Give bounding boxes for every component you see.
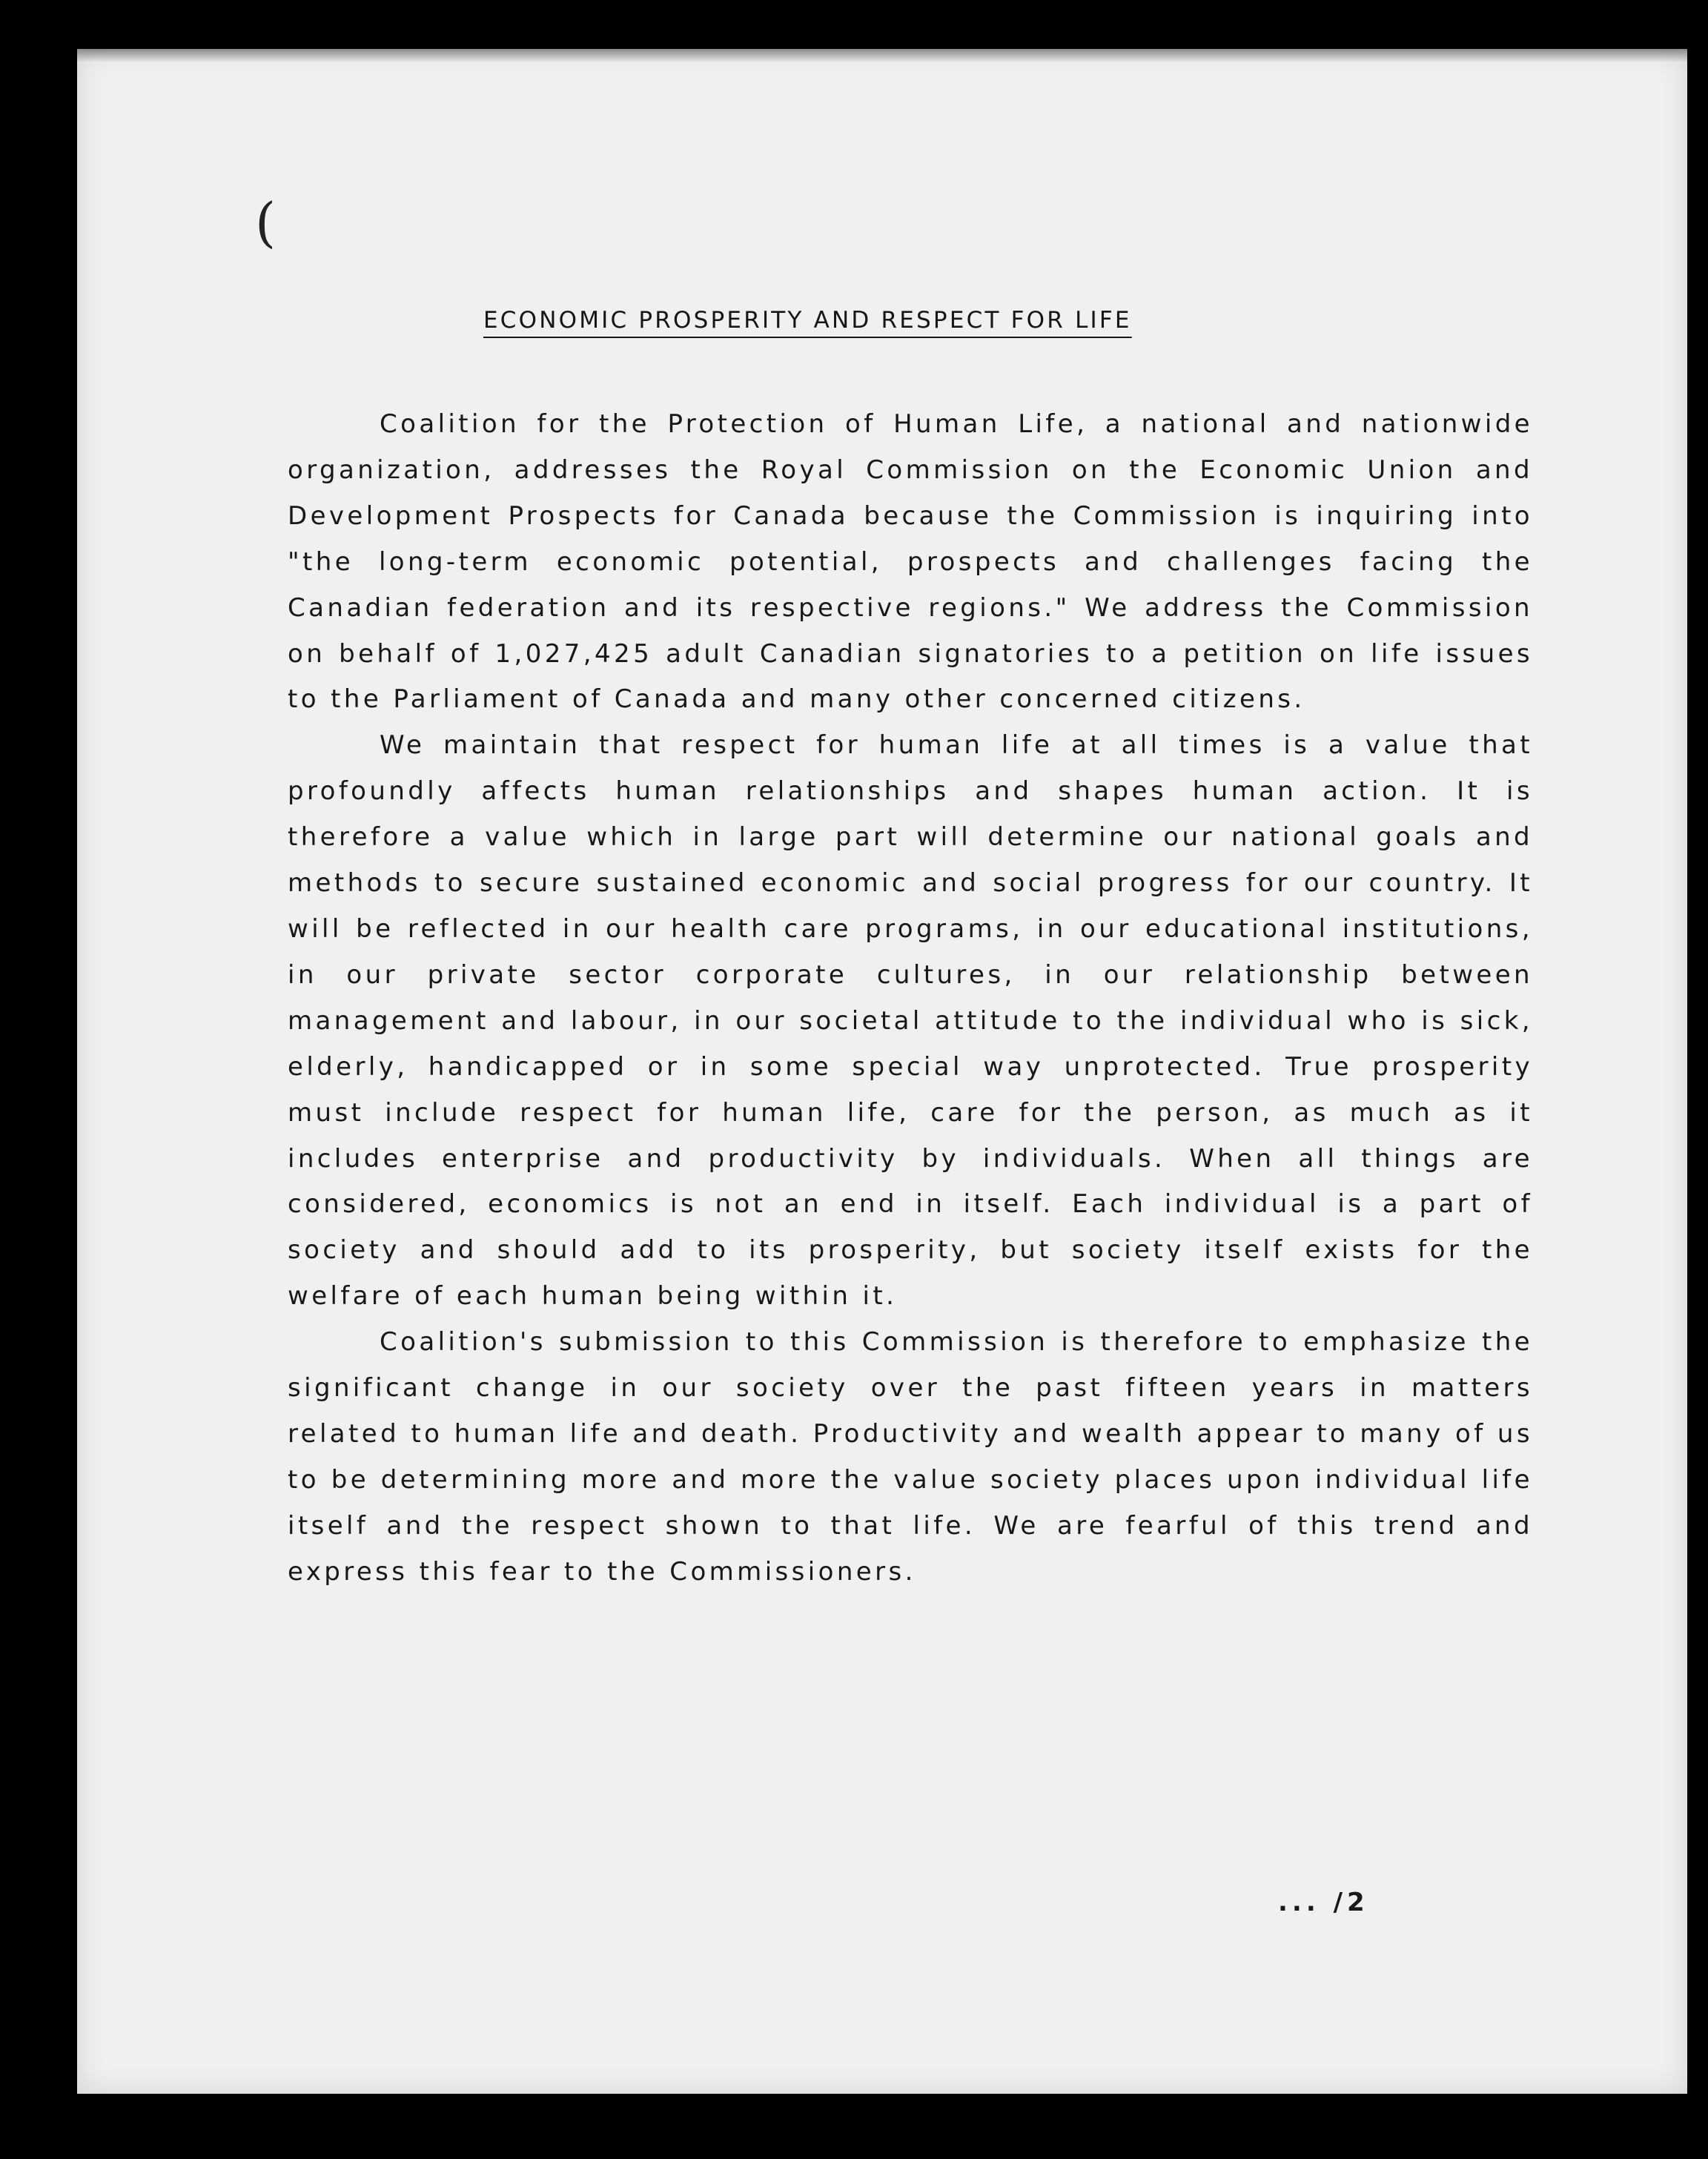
document-page [77,49,1687,2094]
paragraph-2: We maintain that respect for human life at all times is a value that profoundly affects human relationships and shapes human action. It is therefore a value which in large part will determine our national goals and methods to secure sustained economic and social progress for our country. It will be reflected in our health care programs, in our educational institutions, in our private sector corporate cultures, in our relationship between management and labour, in our societal attitude to the individual who is sick, elderly, handicapped or in some special way unprotected. True prosperity must include respect for human life, care for the person, as much as it includes enterprise and productivity by individuals. When all things are considered, economics is not an end in itself. Each individual is a part of society and should add to its prosperity, but society itself exists for the welfare of each human being within it. [288,730,1533,1312]
paragraph-3: Coalition's submission to this Commission is therefore to emphasize the significant change in our society over the past fifteen years in matters related to human life and death. Productivity and wealth appear to many of us to be determining more and more the value society places upon individual life itself and the respect shown to that life. We are fearful of this trend and express this fear to the Commissioners. [288,1327,1533,1587]
paragraph-1: Coalition for the Protection of Human Life, a national and nationwide organization, addresses the Royal Commission on the Economic Union and Development Prospects for Canada because the Commission is inquiring into "the long-term economic potential, prospects and challenges facing the Canadian federation and its respective regions." We address the Commission on behalf of 1,027,425 adult Canadian signatories to a petition on life issues to the Parliament of Canada and many other concerned citizens. [288,409,1533,715]
document-body [288,402,1533,1596]
page-continuation: ... /2 [1278,1888,1369,1917]
document-title: ECONOMIC PROSPERITY AND RESPECT FOR LIFE [483,307,1132,334]
margin-mark: ( [255,191,277,254]
